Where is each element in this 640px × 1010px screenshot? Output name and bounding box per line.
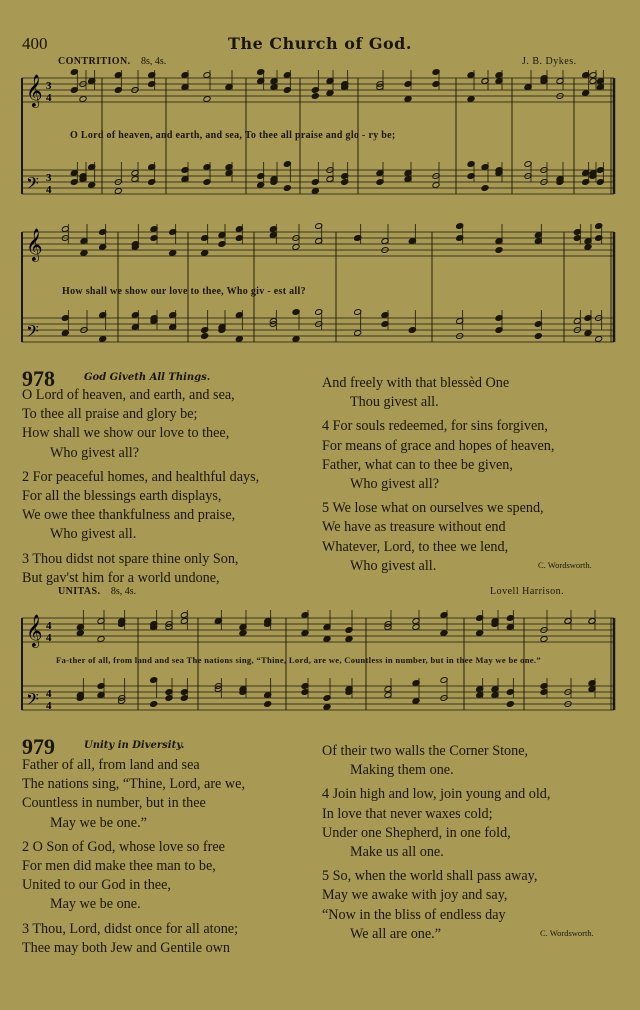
verse-line: Who givest all. (350, 557, 437, 574)
composer-978: J. B. Dykes. (522, 56, 577, 67)
verse-line: 3 Thou didst not spare thine only Son, (22, 550, 239, 567)
verse-line: “Now in the bliss of endless day (322, 906, 506, 923)
credit-979: C. Wordsworth. (540, 928, 594, 938)
svg-text:𝄢: 𝄢 (26, 173, 39, 197)
running-head: The Church of God. (228, 34, 412, 53)
verse-line: Countless in number, but in thee (22, 795, 206, 812)
credit-978: C. Wordsworth. (538, 560, 592, 570)
verse-line: United to our God in thee, (22, 877, 171, 894)
verse-line: For all the blessings earth displays, (22, 488, 222, 505)
verse-line: Who givest all. (50, 526, 137, 543)
hymn-title-979: Unity in Diversity. (84, 740, 185, 751)
verse-line: Whatever, Lord, to thee we lend, (322, 538, 509, 555)
tune-name: UNITAS. (58, 586, 101, 597)
tune-meter: 8s, 4s. (110, 586, 137, 597)
svg-text:4: 4 (46, 632, 52, 644)
svg-text:𝄢: 𝄢 (26, 321, 39, 345)
verses-978-right (322, 374, 554, 576)
verse-line: But gav'st him for a world undone, (22, 569, 220, 586)
verse-line: Under one Shepherd, in one fold, (322, 824, 511, 841)
verse-line: The nations sing, “Thine, Lord, are we, (22, 776, 245, 793)
verse-line: To thee all praise and glory be; (22, 406, 198, 423)
underlay-979-1: Fa-ther of all, from land and sea The nations sing, “Thine, Lord, are we, Countless in number, but in thee May we be one.” (56, 655, 541, 665)
underlay-978-1: O Lord of heaven, and earth, and sea, To thee all praise and glo - ry be; (70, 130, 396, 141)
music-system-979-1 (18, 598, 618, 732)
tune-name: CONTRITION. (58, 56, 131, 67)
verse-line: How shall we show our love to thee, (22, 425, 230, 442)
svg-text:4: 4 (46, 92, 52, 104)
svg-text:4: 4 (46, 620, 52, 632)
verse-line: Father, what can to thee be given, (322, 456, 513, 473)
svg-text:4: 4 (46, 688, 52, 700)
verse-line: Father of all, from land and sea (22, 757, 200, 773)
page-number: 400 (22, 34, 48, 53)
composer-979: Lovell Harrison. (490, 586, 565, 597)
svg-text:𝄞: 𝄞 (26, 228, 43, 261)
verse-line: For means of grace and hopes of heaven, (322, 437, 555, 454)
verse-line: 5 We lose what on ourselves we spend, (322, 500, 544, 517)
verse-line: Thou givest all. (350, 394, 439, 411)
verse-line: We have as treasure without end (322, 519, 506, 536)
verse-line: May we be one. (50, 896, 141, 913)
hymn-title-978: God Giveth All Things. (84, 372, 211, 383)
svg-text:3: 3 (46, 80, 52, 92)
verse-line: May we be one.” (50, 814, 147, 831)
verse-line: May we awake with joy and say, (322, 887, 508, 904)
verse-line: For men did make thee man to be, (22, 858, 216, 875)
verse-line: 4 For souls redeemed, for sins forgiven, (322, 418, 548, 435)
svg-text:4: 4 (46, 700, 52, 712)
verse-line: Of their two walls the Corner Stone, (322, 743, 529, 759)
hymn-number-979: 979 (22, 734, 55, 759)
verses-979-left (22, 756, 245, 958)
verse-line: Making them one. (350, 762, 454, 779)
verse-line: 5 So, when the world shall pass away, (322, 868, 538, 885)
verse-line: 3 Thou, Lord, didst once for all atone; (22, 920, 239, 937)
verses-979-right (322, 742, 550, 944)
verse-line: Make us all one. (350, 844, 444, 861)
verses-978-left (22, 386, 259, 588)
music-system-978-1 (18, 68, 618, 216)
verse-line: 2 O Son of God, whose love so free (22, 838, 225, 855)
verse-line: 4 Join high and low, join young and old, (322, 786, 551, 803)
svg-text:3: 3 (46, 172, 52, 184)
hymn-number-978: 978 (22, 366, 55, 391)
svg-text:4: 4 (46, 184, 52, 196)
svg-text:𝄞: 𝄞 (26, 614, 43, 647)
verse-line: O Lord of heaven, and earth, and sea, (22, 387, 235, 403)
verse-line: We owe thee thankfulness and praise, (22, 507, 236, 524)
tune-header-979 (58, 586, 136, 597)
tune-header-978 (58, 56, 166, 67)
verse-line: Who givest all? (350, 476, 440, 493)
svg-text:𝄞: 𝄞 (26, 74, 43, 107)
verse-line: In love that never waxes cold; (322, 805, 493, 822)
verse-line: 2 For peaceful homes, and healthful days, (22, 468, 260, 485)
tune-meter: 8s, 4s. (140, 56, 167, 67)
underlay-978-2: How shall we show our love to thee, Who giv - est all? (62, 286, 306, 297)
verse-line: And freely with that blessèd One (322, 375, 510, 391)
verse-line: We all are one.” (350, 925, 442, 942)
svg-text:𝄢: 𝄢 (26, 689, 39, 713)
verse-line: Who givest all? (50, 444, 140, 461)
verse-line: Thee may both Jew and Gentile own (22, 939, 231, 956)
